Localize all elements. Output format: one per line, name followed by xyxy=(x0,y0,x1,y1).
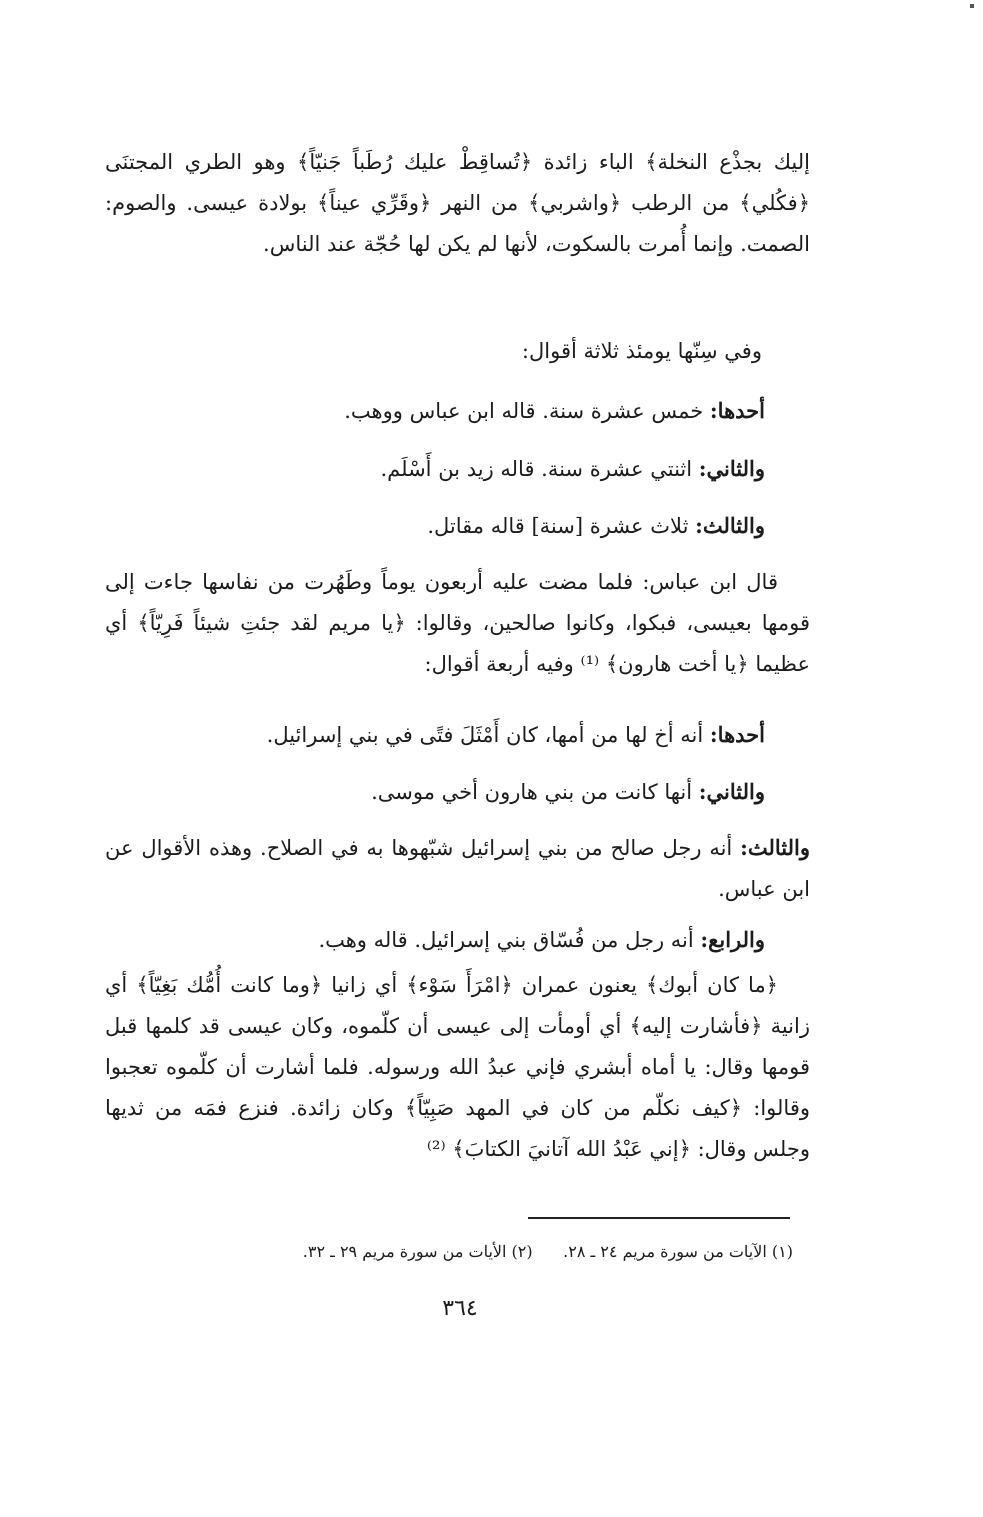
footnote-divider xyxy=(528,1217,790,1219)
opinion-text: أنها كانت من بني هارون أخي موسى. xyxy=(371,780,693,804)
footnote-2: (٢) الأيات من سورة مريم ٢٩ ـ ٣٢. xyxy=(302,1242,533,1261)
opinion-text: أنه رجل من فُسّاق بني إسرائيل. قاله وهب. xyxy=(318,928,694,952)
age-opinion-2 xyxy=(105,448,765,490)
age-opinion-1 xyxy=(105,390,765,432)
scan-speck xyxy=(970,4,974,8)
harun-opinion-2 xyxy=(105,771,765,813)
paragraph-nakhla: إليك بجذْع النخلة﴾ الباء زائدة ﴿تُساقِطْ عليك رُطَباً جَنيّاً﴾ وهو الطري المجتنَى ﴿فكُلي﴾ من الرطب ﴿واشربي﴾ من النهر ﴿وقَرِّي عيناً﴾ بولادة عيسى. والصوم: الصمت. وإنما أُمرت بالسكوت، لأنها لم يكن لها حُجّة عند الناس. xyxy=(105,150,810,256)
opinion-text: ثلاث عشرة [سنة] قاله مقاتل. xyxy=(427,514,689,538)
opinion-term: أحدها: xyxy=(709,722,765,747)
opinion-text: أنه رجل صالح من بني إسرائيل شبّهوها به في الصلاح. وهذه الأقوال عن ابن عباس. xyxy=(105,836,810,901)
opinion-term: والرابع: xyxy=(700,927,765,952)
page-number: ٣٦٤ xyxy=(442,1296,478,1321)
harun-opinion-1 xyxy=(105,714,765,756)
harun-opinion-4 xyxy=(105,919,765,961)
opinion-term: والثاني: xyxy=(698,456,765,481)
opinion-text: أنه أخ لها من أمها، كان أَمْثَلَ فتًى في بني إسرائيل. xyxy=(266,723,704,747)
opinion-text: خمس عشرة سنة. قاله ابن عباس ووهب. xyxy=(344,399,704,423)
age-opinion-3 xyxy=(105,505,765,547)
opinion-term: أحدها: xyxy=(709,398,765,423)
opinion-term: والثالث: xyxy=(695,513,765,538)
footnote-1: (١) الآيات من سورة مريم ٢٤ ـ ٢٨. xyxy=(563,1242,793,1261)
footnotes xyxy=(105,1240,793,1264)
opinion-term: والثالث: xyxy=(740,835,810,860)
harun-opinion-3 xyxy=(105,827,810,910)
opinion-text: اثنتي عشرة سنة. قاله زيد بن أَسْلَم. xyxy=(380,457,693,481)
opinion-term: والثاني: xyxy=(698,779,765,804)
paragraph-age-intro: وفي سِنّها يومئذ ثلاثة أقوال: xyxy=(521,339,762,363)
paragraph-abuk: ﴿ما كان أبوك﴾ يعنون عمران ﴿امْرَأَ سَوْء﴾ أي زانيا ﴿وما كانت أُمُّك بَغِيّاً﴾ أي زانية ﴿فأشارت إليه﴾ أي أومأت إلى عيسى أن كلّموه، وكان عيسى قد كلمها قبل قومها وقال: يا أماه أبشري فإني عبدُ الله ورسوله. فلما أشارت أن كلّموه تعجبوا وقالوا: ﴿كيف نكلّم من كان في المهد صَبِيّاً﴾ وكان زائدة. فنزع فمَه من ثديها وجلس وقال: ﴿إني عَبْدُ الله آتانيَ الكتابَ﴾ ⁽²⁾ xyxy=(105,973,810,1161)
paragraph-ibn-abbas: قال ابن عباس: فلما مضت عليه أربعون يوماً وطَهُرت من نفاسها جاءت إلى قومها بعيسى، فبكوا، وكانوا صالحين، وقالوا: ﴿يا مريم لقد جئتِ شيئاً فَرِيّاً﴾ أي عظيما ﴿يا أخت هارون﴾ ⁽¹⁾ وفيه أربعة أقوال: xyxy=(105,570,810,676)
